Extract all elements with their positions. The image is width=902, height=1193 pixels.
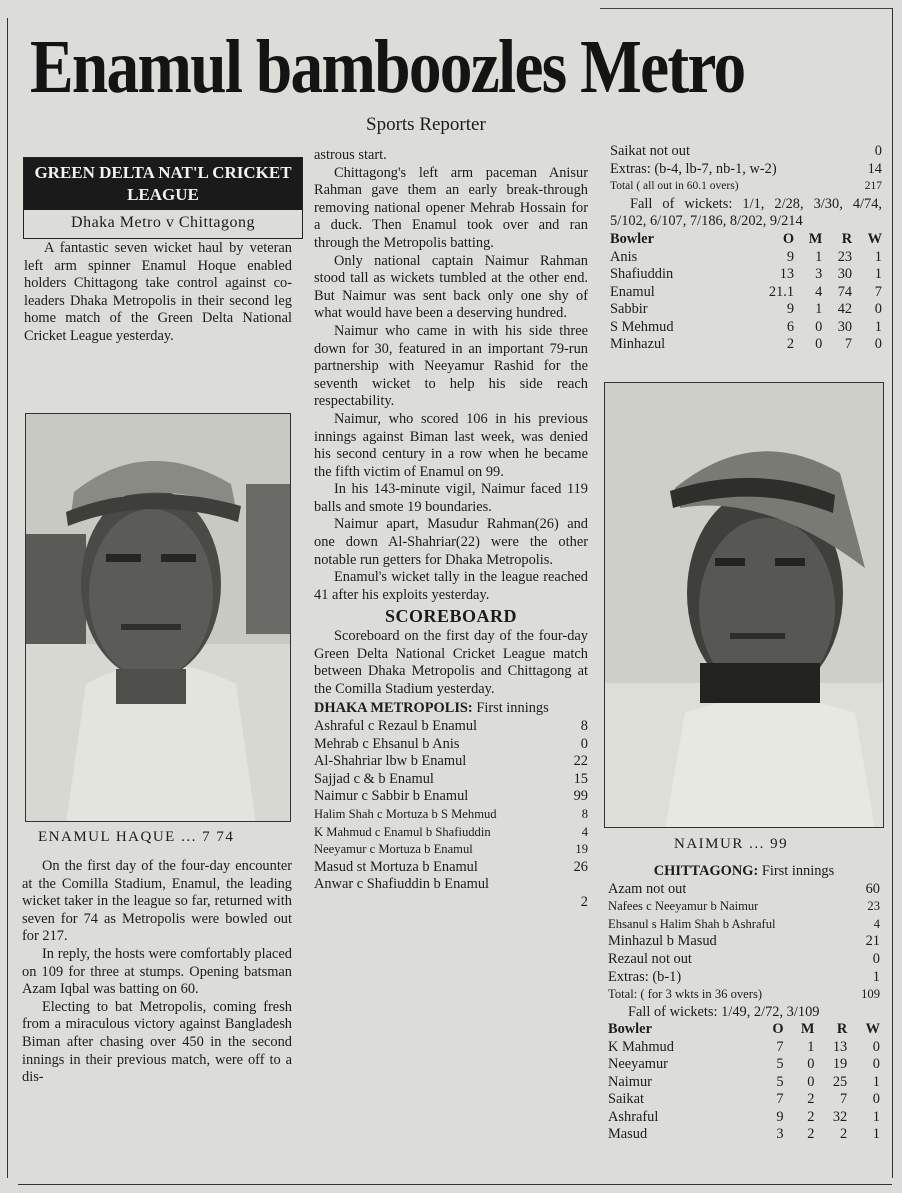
scoreboard-heading: SCOREBOARD: [384, 606, 518, 627]
bowling-row: [608, 1091, 880, 1109]
bowling-header-cell: R: [841, 230, 853, 247]
bowler-name: Minhazul: [610, 336, 666, 353]
photo-naimur: [604, 382, 884, 828]
bowling-figure: 32: [832, 1108, 848, 1125]
bowling-figure: 30: [837, 266, 853, 283]
paragraph: Naimur who came in with his side three down for 30, featured in an important 79-run partnership with Neeyamur Rashid for the seventh wicket to help his side reach respectability.: [314, 322, 588, 410]
batsman-runs: 60: [865, 880, 880, 897]
bowling-header-cell: O: [772, 1021, 784, 1038]
bowler-name: Sabbir: [610, 301, 648, 318]
batsman-runs: 0: [874, 143, 882, 159]
portrait-illustration-1: [26, 414, 291, 822]
bowling-row: [608, 1126, 880, 1144]
batting-row: [314, 753, 588, 771]
bowler-name: Masud: [608, 1126, 648, 1143]
bowling-row: [608, 1074, 880, 1092]
batting-row: [608, 898, 880, 916]
dhaka-innings-heading: [314, 700, 588, 718]
bowling-figure: 6: [786, 318, 795, 335]
batting-row: [610, 143, 882, 161]
bowler-name: Saikat: [608, 1091, 644, 1108]
photo-caption-naimur: NAIMUR ... 99: [674, 836, 789, 852]
batsman-runs: 22: [573, 753, 588, 770]
photo-enamul-haque: [25, 413, 291, 822]
batting-row: [314, 736, 588, 754]
bowling-figure: 1: [815, 248, 823, 265]
bowler-name: Enamul: [610, 283, 655, 300]
byline: Sports Reporter: [366, 114, 486, 135]
bowler-name: S Mehmud: [610, 318, 674, 335]
bowling-figure: 2: [840, 1126, 848, 1143]
bowling-header-cell: O: [782, 230, 795, 247]
league-title: GREEN DELTA NAT'L CRICKET LEAGUE: [24, 158, 302, 210]
batsman-dismissal: Ehsanul s Halim Shah b Ashraful: [608, 916, 776, 931]
bowling-figure: 2: [807, 1108, 815, 1125]
dhaka-fall-of-wickets: Fall of wickets: 1/1, 2/28, 3/30, 4/74, 5/102, 6/107, 7/186, 8/202, 9/214: [610, 195, 882, 230]
paragraph: Enamul's wicket tally in the league reached 41 after his exploits yesterday.: [314, 569, 588, 603]
batsman-runs: 26: [573, 858, 588, 875]
league-box: [23, 157, 303, 239]
column-3-bottom: [608, 863, 880, 1144]
photo-caption-enamul: ENAMUL HAQUE ... 7 74: [38, 829, 235, 845]
paragraph: In his 143-minute vigil, Naimur faced 119 balls and smote 19 boundaries.: [314, 481, 588, 515]
chittagong-team-label: CHITTAGONG:: [653, 863, 759, 879]
bowling-header-cell: M: [800, 1021, 815, 1038]
batsman-runs: 8: [581, 806, 588, 821]
bowling-row: [610, 249, 882, 267]
bowling-figure: 13: [832, 1038, 848, 1055]
bowler-name: K Mahmud: [608, 1038, 674, 1055]
chittagong-innings-heading: [608, 863, 880, 881]
batting-row: [608, 969, 880, 987]
bowling-figure: 0: [815, 318, 823, 335]
bowling-row: [610, 284, 882, 302]
batting-row: [608, 933, 880, 951]
left-column-rule: [7, 18, 8, 1178]
bowling-row: [610, 336, 882, 354]
bowling-table: [608, 1021, 880, 1144]
bowling-header-cell: W: [867, 230, 882, 247]
batsman-runs: 15: [573, 770, 588, 787]
batsman-runs: 0: [872, 950, 880, 967]
bowling-figure: 0: [872, 1038, 880, 1055]
paragraph: In reply, the hosts were comfortably placed on 109 for three at stumps. Opening batsman Azam Iqbal was batting on 60.: [22, 945, 292, 998]
bowling-figure: 13: [779, 266, 795, 283]
bowling-figure: 3: [776, 1126, 784, 1143]
bowler-name: Anis: [610, 248, 638, 265]
batsman-dismissal: Saikat not out: [610, 143, 690, 159]
batting-row: [314, 824, 588, 842]
batsman-dismissal: Rezaul not out: [608, 950, 692, 967]
batsman-dismissal: Minhazul b Masud: [608, 933, 717, 950]
bowling-figure: 1: [874, 248, 882, 265]
chittagong-innings-label: First innings: [758, 863, 835, 879]
bowling-figure: 0: [872, 1056, 880, 1073]
bowling-header-cell: M: [808, 230, 823, 247]
bowling-figure: 1: [874, 318, 882, 335]
bowling-figure: 7: [776, 1038, 784, 1055]
batting-row: [610, 178, 882, 196]
bowling-header-cell: W: [865, 1021, 880, 1038]
batting-row: [608, 916, 880, 934]
batsman-dismissal: Total: ( for 3 wkts in 36 overs): [608, 987, 763, 1002]
batsman-dismissal: Sajjad c & b Enamul: [314, 770, 434, 787]
bowling-figure: 0: [807, 1073, 815, 1090]
top-rule: [600, 8, 892, 9]
column-3-top: [610, 143, 882, 354]
bowling-figure: 2: [786, 336, 795, 353]
batsman-dismissal: Ashraful c Rezaul b Enamul: [314, 718, 478, 734]
batting-row: [314, 841, 588, 859]
batsman-dismissal: Masud st Mortuza b Enamul: [314, 858, 478, 875]
paragraph: Naimur apart, Masudur Rahman(26) and one down Al-Shahriar(22) were the other notable run getters for Dhaka Metropolis.: [314, 516, 588, 568]
paragraph: Only national captain Naimur Rahman stood tall as wickets tumbled at the other end. But Naimur was sent back only one shy of what would have been a deserving hundred.: [314, 252, 588, 322]
chittagong-fall-of-wickets: Fall of wickets: 1/49, 2/72, 3/109: [628, 1003, 820, 1020]
bowling-figure: 21.1: [768, 283, 795, 300]
batsman-dismissal: Total ( all out in 60.1 overs): [610, 180, 739, 193]
last-batsman-runs: 2: [580, 893, 588, 910]
bowling-table: [610, 231, 882, 354]
bowling-figure: 74: [837, 283, 853, 300]
bowling-figure: 7: [840, 1091, 848, 1108]
bowling-header-cell: R: [836, 1021, 848, 1038]
column-1-bottom: [22, 858, 292, 1087]
bowling-figure: 1: [872, 1126, 880, 1143]
bowler-name: Neeyamur: [608, 1056, 668, 1073]
bowling-figure: 30: [837, 318, 853, 335]
bowling-header-cell: Bowler: [610, 230, 654, 247]
batsman-runs: 8: [580, 718, 588, 734]
batting-row: [314, 788, 588, 806]
column-1-top: [24, 240, 292, 346]
batting-row: [608, 881, 880, 899]
batsman-dismissal: Nafees c Neeyamur b Naimur: [608, 899, 759, 914]
batsman-runs: 19: [575, 842, 588, 857]
batsman-runs: 21: [865, 933, 880, 950]
batsman-dismissal: Extras: (b-1): [608, 968, 682, 985]
bowling-figure: 9: [786, 248, 795, 265]
bowling-figure: 25: [832, 1073, 848, 1090]
bowling-figure: 7: [874, 283, 882, 300]
bowling-figure: 5: [776, 1073, 784, 1090]
paragraph: On the first day of the four-day encounter at the Comilla Stadium, Enamul, the leading wicket taker in the league so far, returned with seven for 74 as Metropolis were bowled out for 217.: [22, 858, 292, 945]
paragraph: Electing to bat Metropolis, coming fresh from a miraculous victory against Bangladesh Biman after chasing over 450 in the second innings in their previous match, were off to a dis-: [22, 998, 292, 1086]
bowling-figure: 4: [815, 283, 823, 300]
batsman-dismissal: Neeyamur c Mortuza b Enamul: [314, 842, 473, 857]
bowling-figure: 9: [786, 301, 795, 318]
bowling-figure: 0: [872, 1091, 880, 1108]
batsman-dismissal: K Mahmud c Enamul b Shafiuddin: [314, 824, 491, 839]
batsman-dismissal: Al-Shahriar lbw b Enamul: [314, 753, 467, 770]
paragraph: Chittagong's left arm paceman Anisur Rahman gave them an early break-through removing national opener Mehrab Hossain for a duck. Then Enamul took over and ran through the Metropolis batting.: [314, 164, 588, 251]
scoreboard-intro: Scoreboard on the first day of the four-day Green Delta National Cricket League match between Dhaka Metropolis and Chittagong at the Comilla Stadium yesterday.: [314, 628, 588, 697]
batsman-runs: 109: [861, 987, 880, 1002]
batsman-runs: 0: [580, 735, 588, 752]
bowling-figure: 3: [815, 266, 823, 283]
dhaka-innings-label: First innings: [472, 700, 549, 717]
bowling-figure: 2: [807, 1091, 815, 1108]
bowling-row: [610, 266, 882, 284]
dhaka-team-label: DHAKA METROPOLIS:: [314, 700, 473, 717]
bowler-name: Ashraful: [608, 1108, 659, 1125]
bowler-name: Naimur: [608, 1073, 652, 1090]
right-column-rule: [892, 8, 893, 1178]
batting-row: [608, 951, 880, 969]
headline: Enamul bamboozles Metro: [30, 25, 745, 109]
batting-row: [314, 859, 588, 877]
column-2: [314, 147, 588, 912]
bowling-figure: 1: [815, 301, 823, 318]
bowling-figure: 7: [776, 1091, 784, 1108]
bowling-figure: 0: [874, 301, 882, 318]
batsman-runs: 99: [573, 788, 588, 805]
paragraph: Naimur, who scored 106 in his previous innings against Biman last week, was denied his second century in a row when he became the fifth victim of Enamul on 99.: [314, 410, 588, 480]
bottom-rule: [18, 1184, 892, 1185]
bowling-figure: 19: [832, 1056, 848, 1073]
bowling-row: [610, 319, 882, 337]
batsman-runs: 1: [872, 968, 880, 985]
batsman-runs: 217: [864, 180, 882, 193]
bowling-figure: 0: [874, 336, 882, 353]
bowling-figure: 2: [807, 1126, 815, 1143]
bowling-row: [608, 1109, 880, 1127]
batting-row: [608, 986, 880, 1004]
batsman-dismissal: Halim Shah c Mortuza b S Mehmud: [314, 806, 497, 821]
bowling-figure: 1: [872, 1108, 880, 1125]
batsman-runs: 23: [867, 899, 880, 914]
bowling-figure: 1: [807, 1038, 815, 1055]
batsman-runs: 4: [581, 824, 588, 839]
batting-row: [314, 876, 588, 894]
league-subtitle: Dhaka Metro v Chittagong: [71, 214, 255, 231]
batting-row: [314, 806, 588, 824]
bowling-figure: 9: [776, 1108, 784, 1125]
portrait-illustration-2: [605, 383, 884, 828]
bowling-row: [608, 1039, 880, 1057]
batsman-dismissal: Naimur c Sabbir b Enamul: [314, 788, 469, 805]
batsman-runs: 14: [867, 160, 882, 177]
bowling-figure: 0: [815, 336, 823, 353]
bowling-row: [610, 301, 882, 319]
bowling-header-row: [610, 231, 882, 249]
batsman-dismissal: Extras: (b-4, lb-7, nb-1, w-2): [610, 160, 777, 177]
batsman-dismissal: Anwar c Shafiuddin b Enamul: [314, 876, 490, 893]
batsman-runs: 4: [873, 916, 880, 931]
bowling-figure: 0: [807, 1056, 815, 1073]
bowling-figure: 5: [776, 1056, 784, 1073]
bowling-header-row: [608, 1021, 880, 1039]
paragraph: astrous start.: [314, 147, 387, 163]
bowling-figure: 1: [874, 266, 882, 283]
batting-row: [314, 718, 588, 736]
bowling-figure: 1: [872, 1073, 880, 1090]
bowling-figure: 23: [837, 248, 853, 265]
batting-row: [610, 161, 882, 179]
batsman-dismissal: Azam not out: [608, 880, 687, 897]
bowling-header-cell: Bowler: [608, 1021, 652, 1038]
bowler-name: Shafiuddin: [610, 266, 674, 283]
paragraph: A fantastic seven wicket haul by veteran left arm spinner Enamul Hoque enabled holders Chittagong take control against co-leaders Dhaka Metropolis in their second leg home match of the Green Delta National Cricket League yesterday.: [24, 240, 292, 344]
batsman-dismissal: Mehrab c Ehsanul b Anis: [314, 735, 460, 752]
bowling-row: [608, 1056, 880, 1074]
batting-row: [314, 771, 588, 789]
bowling-figure: 7: [844, 336, 853, 353]
bowling-figure: 42: [837, 301, 853, 318]
